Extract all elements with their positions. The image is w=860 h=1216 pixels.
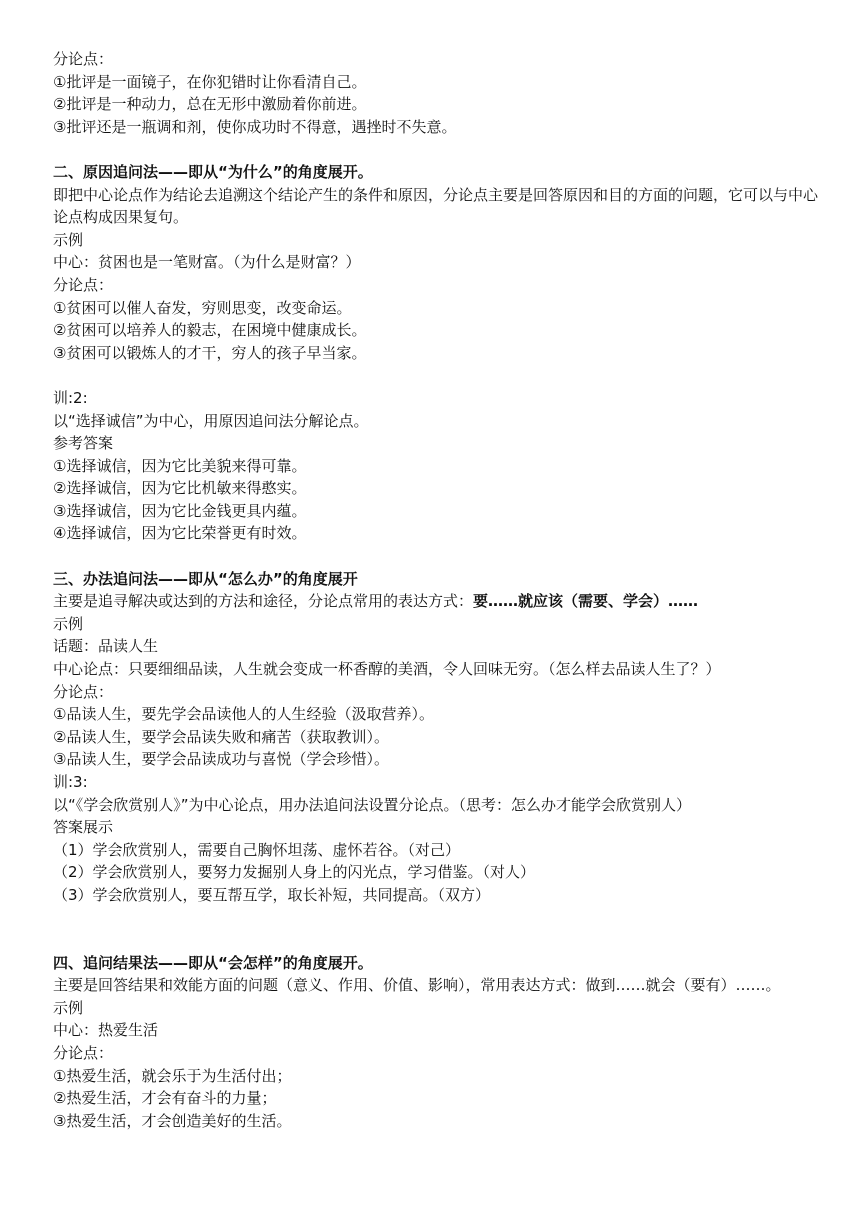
answer-label: 参考答案 <box>53 434 114 453</box>
document-page <box>53 48 823 1132</box>
section-heading: 四、追问结果法——即从“会怎样”的角度展开。 <box>53 953 373 972</box>
training-label: 训:2: <box>53 388 88 407</box>
answer-item: （2）学会欣赏别人，要努力发掘别人身上的闪光点，学习借鉴。（对人） <box>53 863 536 882</box>
answer-item: （3）学会欣赏别人，要互帮互学，取长补短，共同提高。（双方） <box>53 885 491 904</box>
spacer <box>53 545 823 568</box>
point-item: ②热爱生活，才会有奋斗的力量； <box>53 1089 277 1108</box>
example-label: 示例 <box>53 998 84 1017</box>
section-description: 即把中心论点作为结论去追溯这个结论产生的条件和原因，分论点主要是回答原因和目的方面的问题，它可以与中心论点构成因果复句。 <box>53 185 819 227</box>
point-item: ③贫困可以锻炼人的才干，穷人的孩子早当家。 <box>53 343 367 362</box>
section-heading: 三、办法追问法——即从“怎么办”的角度展开 <box>53 569 358 588</box>
answer-item: ③选择诚信，因为它比金钱更具内蕴。 <box>53 501 307 520</box>
answer-item: （1）学会欣赏别人，需要自己胸怀坦荡、虚怀若谷。（对己） <box>53 840 461 859</box>
training-task: 以“《学会欣赏别人》”为中心论点，用办法追问法设置分论点。（思考：怎么办才能学会欣赏别人） <box>53 795 692 814</box>
point-item: ②贫困可以培养人的毅志，在困境中健康成长。 <box>53 321 367 340</box>
points-label: 分论点： <box>53 50 114 68</box>
point-item: ②品读人生，要学会品读失败和痛苦（获取教训）。 <box>53 727 389 746</box>
point-item: ①批评是一面镜子，在你犯错时让你看清自己。 <box>53 72 367 91</box>
points-label: 分论点： <box>53 682 114 701</box>
point-item: ③批评还是一瓶调和剂，使你成功时不得意，遇挫时不失意。 <box>53 117 457 136</box>
answer-item: ④选择诚信，因为它比荣誉更有时效。 <box>53 524 307 543</box>
example-label: 示例 <box>53 230 84 249</box>
spacer <box>53 138 823 161</box>
point-item: ③热爱生活，才会创造美好的生活。 <box>53 1111 292 1130</box>
center-argument: 中心论点：只要细细品读，人生就会变成一杯香醇的美酒，令人回味无穷。（怎么样去品读人生了？） <box>53 660 721 679</box>
point-item: ①热爱生活，就会乐于为生活付出； <box>53 1066 292 1085</box>
spacer <box>53 907 823 952</box>
answer-item: ②选择诚信，因为它比机敏来得憨实。 <box>53 479 307 498</box>
section-description <box>53 590 823 613</box>
center-argument: 中心：贫困也是一笔财富。（为什么是财富？） <box>53 253 361 272</box>
section-heading: 二、原因追问法——即从“为什么”的角度展开。 <box>53 162 373 181</box>
section-description: 主要是回答结果和效能方面的问题（意义、作用、价值、影响），常用表达方式：做到……就会（要有）……。 <box>53 976 781 995</box>
description-formula: 要……就应该（需要、学会）…… <box>473 592 699 611</box>
topic-line: 话题：品读人生 <box>53 637 159 656</box>
answer-label: 答案展示 <box>53 818 114 837</box>
point-item: ①贫困可以催人奋发，穷则思变，改变命运。 <box>53 298 352 317</box>
points-label: 分论点： <box>53 1043 114 1062</box>
training-label: 训:3: <box>53 773 88 791</box>
training-task: 以“选择诚信”为中心，用原因追问法分解论点。 <box>53 411 369 430</box>
answer-item: ①选择诚信，因为它比美貌来得可靠。 <box>53 456 307 475</box>
spacer <box>53 364 823 387</box>
example-label: 示例 <box>53 614 84 633</box>
points-label: 分论点： <box>53 275 114 294</box>
point-item: ①品读人生，要先学会品读他人的人生经验（汲取营养）。 <box>53 705 434 724</box>
point-item: ③品读人生，要学会品读成功与喜悦（学会珍惜）。 <box>53 750 389 769</box>
center-argument: 中心：热爱生活 <box>53 1021 159 1040</box>
description-text: 主要是追寻解决或达到的方法和途径，分论点常用的表达方式： <box>53 592 474 611</box>
point-item: ②批评是一种动力，总在无形中激励着你前进。 <box>53 95 367 114</box>
